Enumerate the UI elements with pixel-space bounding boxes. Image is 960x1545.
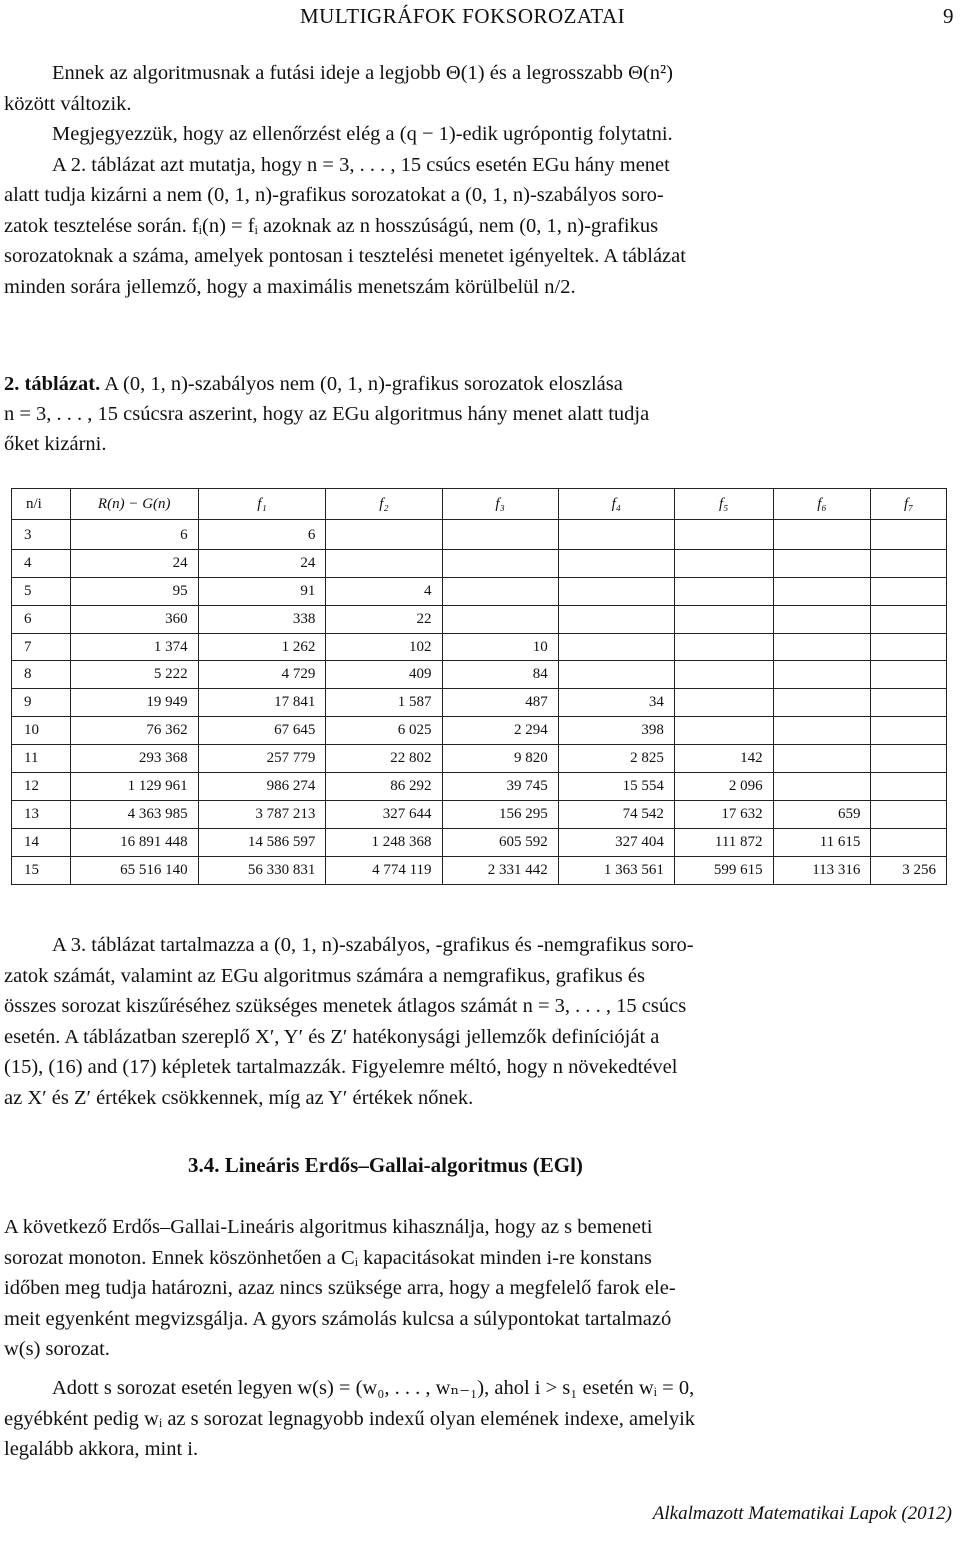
table-cell: 16 891 448 [70, 828, 198, 856]
table-cell: 86 292 [326, 773, 442, 801]
text-line: sorozatoknak a száma, amelyek pontosan i tesztelési menetet igényeltek. A táblázat [4, 245, 686, 267]
table-cell [871, 689, 947, 717]
table-cell: 17 841 [198, 689, 326, 717]
table-cell [674, 549, 773, 577]
table-cell [326, 549, 442, 577]
table-cell [773, 773, 871, 801]
caption-label: 2. táblázat. [4, 373, 101, 395]
table-cell [773, 745, 871, 773]
table-cell [674, 520, 773, 550]
text-line: zatok tesztelése során. fᵢ(n) = fᵢ azoknak az n hosszúságú, nem (0, 1, n)-grafikus [4, 214, 659, 237]
table-row [12, 577, 947, 605]
caption-text: A (0, 1, n)-szabályos nem (0, 1, n)-grafikus sorozatok eloszlása [104, 373, 623, 395]
table-cell: 398 [558, 717, 674, 745]
table-cell: 2 825 [558, 745, 674, 773]
table-cell [558, 661, 674, 689]
column-header: f₃ [442, 489, 558, 520]
text-line: Megjegyezzük, hogy az ellenőrzést elég a (q − 1)-edik ugrópontig folytatni. [52, 123, 673, 145]
table-cell: 1 374 [70, 633, 198, 661]
table-cell: 11 [12, 745, 71, 773]
table-cell [773, 605, 871, 633]
table-cell [558, 577, 674, 605]
table-cell: 84 [442, 661, 558, 689]
table-cell: 13 [12, 800, 71, 828]
column-header: f₆ [773, 489, 871, 520]
table-cell [871, 717, 947, 745]
text-line: A következő Erdős–Gallai-Lineáris algoritmus kihasználja, hogy az s bemeneti [4, 1216, 653, 1238]
table-cell: 257 779 [198, 745, 326, 773]
table-cell: 6 [12, 605, 71, 633]
table-cell: 4 729 [198, 661, 326, 689]
table-row [12, 689, 947, 717]
section-paragraph [4, 1212, 956, 1365]
table-cell: 599 615 [674, 856, 773, 884]
table-cell: 15 [12, 856, 71, 884]
table-cell [674, 717, 773, 745]
table-cell [674, 633, 773, 661]
header-title: MULTIGRÁFOK FOKSOROZATAI [300, 4, 626, 28]
table-cell: 22 [326, 605, 442, 633]
table-cell: 487 [442, 689, 558, 717]
table-cell [871, 661, 947, 689]
running-header [0, 2, 960, 32]
text-line: összes sorozat kiszűréséhez szükséges menetek átlagos számát n = 3, . . . , 15 csúcs [4, 995, 687, 1017]
table-cell [558, 549, 674, 577]
table-cell: 6 [198, 520, 326, 550]
table-cell: 1 587 [326, 689, 442, 717]
table-cell: 293 368 [70, 745, 198, 773]
table-cell: 56 330 831 [198, 856, 326, 884]
caption-line: n = 3, . . . , 15 csúcsra aszerint, hogy az EGu algoritmus hány menet alatt tudja [4, 403, 650, 425]
table-row [12, 773, 947, 801]
table-cell: 156 295 [442, 800, 558, 828]
column-header: f₂ [326, 489, 442, 520]
table-cell: 4 363 985 [70, 800, 198, 828]
table-cell: 659 [773, 800, 871, 828]
column-header: n/i [12, 489, 71, 520]
table-cell: 14 [12, 828, 71, 856]
table-cell: 76 362 [70, 717, 198, 745]
text-line: w(s) sorozat. [4, 1338, 110, 1360]
table-cell: 2 096 [674, 773, 773, 801]
table-cell: 1 262 [198, 633, 326, 661]
table-cell: 34 [558, 689, 674, 717]
text-line: minden sorára jellemző, hogy a maximális menetszám körülbelül n/2. [4, 275, 576, 298]
table-cell [773, 661, 871, 689]
table-cell: 24 [70, 549, 198, 577]
journal-footer: Alkalmazott Matematikai Lapok (2012) [652, 1503, 952, 1524]
column-header: R(n) − G(n) [70, 489, 198, 520]
text-line: Adott s sorozat esetén legyen w(s) = (w₀, . . . , wₙ₋₁), ahol i > s₁ esetén wᵢ = 0, [52, 1377, 695, 1399]
caption-line [4, 369, 956, 399]
table-cell: 2 294 [442, 717, 558, 745]
text-line: Ennek az algoritmusnak a futási ideje a legjobb Θ(1) és a legrosszabb Θ(n²) [52, 62, 673, 84]
table-cell [674, 605, 773, 633]
table-cell [773, 633, 871, 661]
table-cell [773, 689, 871, 717]
table-cell [558, 605, 674, 633]
column-header: f₄ [558, 489, 674, 520]
table-row [12, 800, 947, 828]
table-cell: 65 516 140 [70, 856, 198, 884]
table-cell: 24 [198, 549, 326, 577]
table-row [12, 520, 947, 550]
table-cell: 327 644 [326, 800, 442, 828]
table-cell: 605 592 [442, 828, 558, 856]
table-cell: 67 645 [198, 717, 326, 745]
table-cell: 8 [12, 661, 71, 689]
table-header-row [12, 489, 947, 520]
page-number: 9 [943, 4, 954, 28]
table-cell: 5 222 [70, 661, 198, 689]
text-line: esetén. A táblázatban szereplő X′, Y′ és Z′ hatékonysági jellemzők definícióját a [4, 1025, 660, 1048]
table-cell: 1 248 368 [326, 828, 442, 856]
table-cell: 409 [326, 661, 442, 689]
table-cell: 2 331 442 [442, 856, 558, 884]
table-cell: 113 316 [773, 856, 871, 884]
text-line: meit egyenként megvizsgálja. A gyors számolás kulcsa a súlypontokat tartalmazó [4, 1307, 672, 1330]
table-cell: 19 949 [70, 689, 198, 717]
table-cell: 102 [326, 633, 442, 661]
text-line: A 2. táblázat azt mutatja, hogy n = 3, . . . , 15 csúcs esetén EGu hány menet [52, 153, 670, 176]
table-cell: 91 [198, 577, 326, 605]
text-line: sorozat monoton. Ennek köszönhetően a Cᵢ kapacitásokat minden i-re konstans [4, 1246, 652, 1269]
table-body [12, 520, 947, 885]
table-cell: 7 [12, 633, 71, 661]
table-cell [871, 520, 947, 550]
table-cell [871, 633, 947, 661]
text-line: időben meg tudja határozni, azaz nincs szüksége arra, hogy a megfelelő farok ele- [4, 1277, 676, 1299]
table-cell: 15 554 [558, 773, 674, 801]
table-cell [674, 577, 773, 605]
text-line: legalább akkora, mint i. [4, 1438, 199, 1460]
text-line: az X′ és Z′ értékek csökkennek, míg az Y′ értékek nőnek. [4, 1086, 474, 1109]
table-cell [773, 717, 871, 745]
table-row [12, 717, 947, 745]
table-row [12, 605, 947, 633]
table-cell: 6 [70, 520, 198, 550]
table-row [12, 856, 947, 884]
table-cell [871, 800, 947, 828]
table-cell: 74 542 [558, 800, 674, 828]
table-cell: 1 363 561 [558, 856, 674, 884]
table-cell: 4 [326, 577, 442, 605]
table-cell: 9 [12, 689, 71, 717]
table-cell [871, 577, 947, 605]
table-cell [773, 520, 871, 550]
definition-paragraph [4, 1373, 956, 1465]
text-line: zatok számát, valamint az EGu algoritmus számára a nemgrafikus, grafikus és [4, 964, 645, 987]
table-cell: 4 [12, 549, 71, 577]
table-row [12, 745, 947, 773]
table-cell: 327 404 [558, 828, 674, 856]
table-cell [442, 549, 558, 577]
table-cell [558, 633, 674, 661]
table-cell: 338 [198, 605, 326, 633]
table-cell [442, 520, 558, 550]
table-row [12, 661, 947, 689]
table-cell: 111 872 [674, 828, 773, 856]
table-cell: 10 [442, 633, 558, 661]
text-line: között változik. [4, 92, 132, 115]
table-cell: 360 [70, 605, 198, 633]
table-cell [773, 549, 871, 577]
table-cell [871, 773, 947, 801]
table-cell: 1 129 961 [70, 773, 198, 801]
table-cell: 5 [12, 577, 71, 605]
table-cell: 95 [70, 577, 198, 605]
table-cell: 3 787 213 [198, 800, 326, 828]
table-cell: 17 632 [674, 800, 773, 828]
text-line: A 3. táblázat tartalmazza a (0, 1, n)-szabályos, -grafikus és -nemgrafikus soro- [52, 934, 694, 956]
intro-paragraph [4, 58, 956, 302]
table-cell [773, 577, 871, 605]
table-cell: 9 820 [442, 745, 558, 773]
table-cell [326, 520, 442, 550]
text-line: egyébként pedig wᵢ az s sorozat legnagyobb indexű olyan elemének indexe, amelyik [4, 1407, 696, 1430]
table-cell: 12 [12, 773, 71, 801]
table-row [12, 549, 947, 577]
table-cell [674, 661, 773, 689]
table-cell: 986 274 [198, 773, 326, 801]
caption-line: őket kizárni. [4, 433, 107, 455]
text-line: (15), (16) and (17) képletek tartalmazzák. Figyelemre méltó, hogy n növekedtével [4, 1056, 678, 1078]
table-cell [871, 745, 947, 773]
section-heading: 3.4. Lineáris Erdős–Gallai-algoritmus (EGl) [188, 1153, 583, 1177]
column-header: f₁ [198, 489, 326, 520]
text-line: alatt tudja kizárni a nem (0, 1, n)-grafikus sorozatokat a (0, 1, n)-szabályos soro- [4, 184, 664, 206]
table-cell [871, 549, 947, 577]
distribution-table [11, 488, 947, 885]
table-cell [442, 577, 558, 605]
table-cell: 10 [12, 717, 71, 745]
table-cell: 14 586 597 [198, 828, 326, 856]
table-caption [4, 369, 956, 459]
table-cell: 11 615 [773, 828, 871, 856]
table-cell [871, 605, 947, 633]
table-cell: 22 802 [326, 745, 442, 773]
table-cell [442, 605, 558, 633]
table-cell [558, 520, 674, 550]
table-cell: 3 [12, 520, 71, 550]
after-table-paragraph [4, 930, 956, 1113]
table-cell: 142 [674, 745, 773, 773]
table-cell: 3 256 [871, 856, 947, 884]
table-cell [871, 828, 947, 856]
table-cell: 6 025 [326, 717, 442, 745]
column-header: f₅ [674, 489, 773, 520]
table-cell [674, 689, 773, 717]
table-cell: 4 774 119 [326, 856, 442, 884]
column-header: f₇ [871, 489, 947, 520]
table-row [12, 828, 947, 856]
table-row [12, 633, 947, 661]
table-cell: 39 745 [442, 773, 558, 801]
